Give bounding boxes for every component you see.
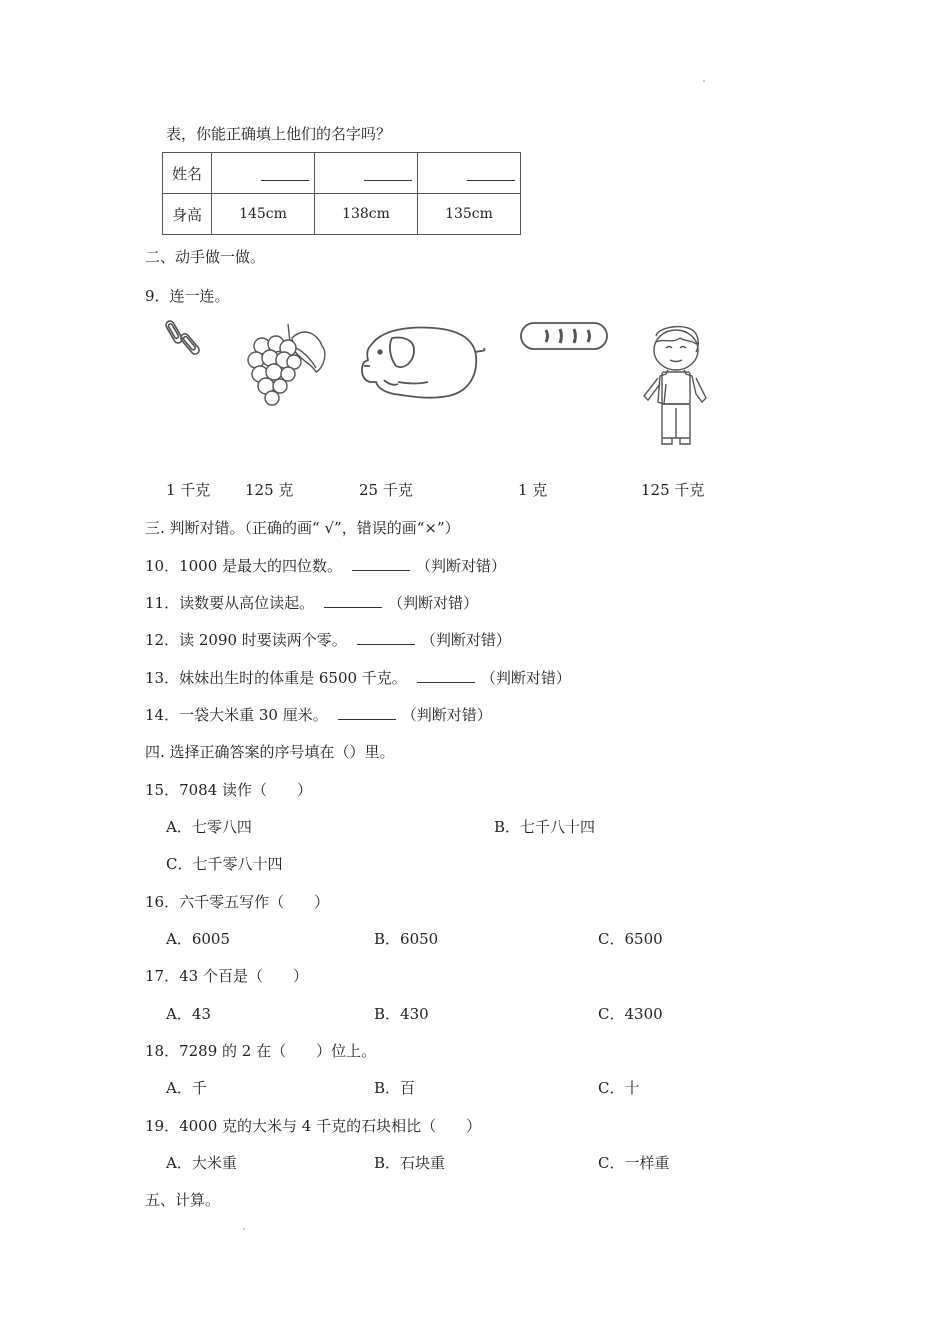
q9-text: 9．连一连。 — [145, 287, 230, 305]
q16-option-a[interactable]: A．6005 — [166, 930, 231, 948]
question-text: 11．读数要从高位读起。 — [145, 594, 315, 612]
question-text: 10．1000 是最大的四位数。 — [145, 557, 343, 575]
height-cell: 138cm — [315, 194, 418, 235]
speck — [243, 1228, 245, 1230]
q18-option-b[interactable]: B．百 — [374, 1079, 416, 1097]
name-blank-3[interactable] — [418, 153, 521, 194]
height-table — [162, 152, 521, 235]
weight-label-5: 125 千克 — [641, 481, 705, 499]
judge-question-10 — [145, 555, 506, 576]
bread-icon — [518, 320, 610, 354]
q19-option-c[interactable]: C．一样重 — [598, 1154, 670, 1172]
answer-blank[interactable] — [352, 556, 410, 571]
q16-option-c[interactable]: C．6500 — [598, 930, 663, 948]
weight-label-2: 125 克 — [245, 481, 294, 499]
name-blank-1[interactable] — [212, 153, 315, 194]
height-cell: 145cm — [212, 194, 315, 235]
intro-line: 表，你能正确填上他们的名字吗？ — [166, 125, 392, 143]
q18-option-c[interactable]: C．十 — [598, 1079, 640, 1097]
q16-option-b[interactable]: B．6050 — [374, 930, 439, 948]
q17-option-c[interactable]: C．4300 — [598, 1005, 663, 1023]
weight-label-4: 1 克 — [518, 481, 548, 499]
q18-text: 18．7289 的 2 在（ ）位上。 — [145, 1042, 377, 1060]
question-tag: （判断对错） — [401, 706, 492, 724]
answer-blank[interactable] — [357, 630, 415, 645]
row-label-name: 姓名 — [163, 153, 212, 194]
answer-blank[interactable] — [324, 593, 382, 608]
name-underline — [467, 162, 515, 181]
paperclip-icon — [164, 318, 214, 364]
question-tag: （判断对错） — [480, 669, 571, 687]
q17-option-b[interactable]: B．430 — [374, 1005, 429, 1023]
question-text: 12．读 2090 时要读两个零。 — [145, 631, 347, 649]
section3-title: 三. 判断对错。（正确的画“ √”，错误的画“×”） — [145, 519, 460, 537]
q16-text: 16．六千零五写作（ ） — [145, 893, 330, 911]
weight-label-1: 1 千克 — [166, 481, 211, 499]
question-tag: （判断对错） — [388, 594, 479, 612]
section5-title: 五、计算。 — [145, 1191, 221, 1209]
row-label-height: 身高 — [163, 194, 212, 235]
q17-option-a[interactable]: A．43 — [166, 1005, 211, 1023]
q17-text: 17．43 个百是（ ） — [145, 967, 308, 985]
question-tag: （判断对错） — [416, 557, 507, 575]
name-underline — [261, 162, 309, 181]
name-underline — [364, 162, 412, 181]
question-text: 14．一袋大米重 30 厘米。 — [145, 706, 328, 724]
speck — [703, 80, 705, 82]
q15-option-c[interactable]: C．七千零八十四 — [166, 855, 283, 873]
name-blank-2[interactable] — [315, 153, 418, 194]
section2-title: 二、动手做一做。 — [145, 248, 266, 266]
q15-text: 15．7084 读作（ ） — [145, 781, 313, 799]
q15-option-b[interactable]: B．七千八十四 — [494, 818, 596, 836]
judge-question-13 — [145, 667, 571, 688]
q19-option-b[interactable]: B．石块重 — [374, 1154, 446, 1172]
q19-text: 19．4000 克的大米与 4 千克的石块相比（ ） — [145, 1117, 482, 1135]
judge-question-14 — [145, 704, 492, 725]
answer-blank[interactable] — [417, 668, 475, 683]
answer-blank[interactable] — [338, 705, 396, 720]
height-cell: 135cm — [418, 194, 521, 235]
pig-icon — [358, 322, 486, 402]
q18-option-a[interactable]: A．千 — [166, 1079, 207, 1097]
boy-icon — [636, 322, 718, 448]
q15-option-a[interactable]: A．七零八四 — [166, 818, 252, 836]
weight-label-3: 25 千克 — [359, 481, 413, 499]
table-row — [163, 153, 521, 194]
question-tag: （判断对错） — [420, 631, 511, 649]
grapes-icon — [244, 320, 330, 410]
table-row — [163, 194, 521, 235]
question-text: 13．妹妹出生时的体重是 6500 千克。 — [145, 669, 407, 687]
judge-question-11 — [145, 592, 478, 613]
section4-title: 四. 选择正确答案的序号填在（）里。 — [145, 743, 395, 761]
judge-question-12 — [145, 629, 511, 650]
q19-option-a[interactable]: A．大米重 — [166, 1154, 237, 1172]
